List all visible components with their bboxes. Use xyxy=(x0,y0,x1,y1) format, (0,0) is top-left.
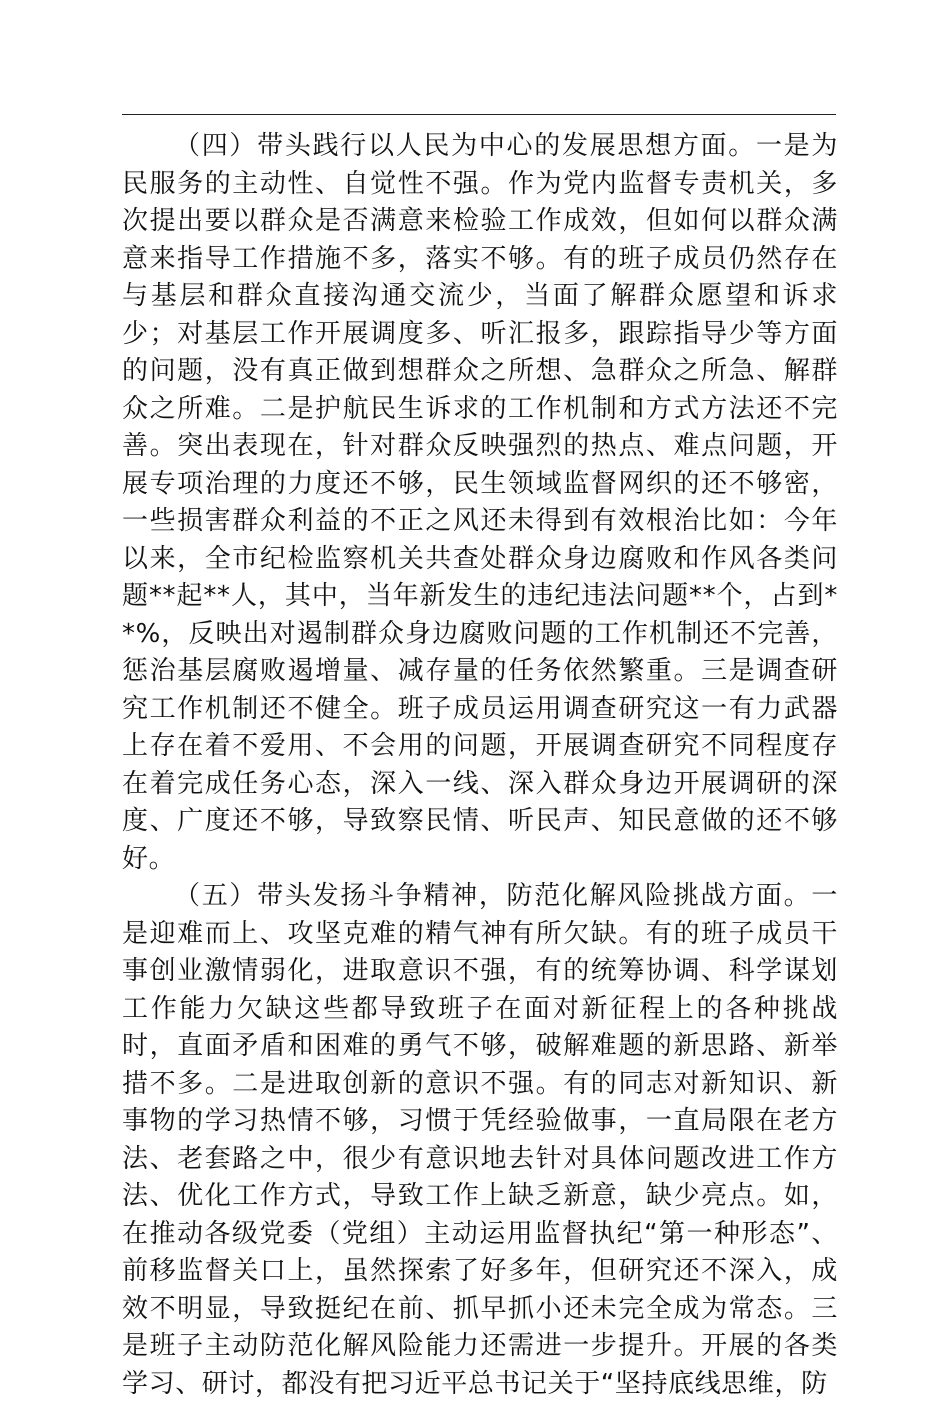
header-rule xyxy=(122,114,836,115)
document-body xyxy=(122,128,838,1403)
paragraph-section-4: （四）带头践行以人民为中心的发展思想方面。一是为民服务的主动性、自觉性不强。作为党内监督专责机关，多次提出要以群众是否满意来检验工作成效，但如何以群众满意来指导工作措施不多，落实不够。有的班子成员仍然存在与基层和群众直接沟通交流少，当面了解群众愿望和诉求少；对基层工作开展调度多、听汇报多，跟踪指导少等方面的问题，没有真正做到想群众之所想、急群众之所急、解群众之所难。二是护航民生诉求的工作机制和方式方法还不完善。突出表现在，针对群众反映强烈的热点、难点问题，开展专项治理的力度还不够，民生领域监督网织的还不够密，一些损害群众利益的不正之风还未得到有效根治比如：今年以来，全市纪检监察机关共查处群众身边腐败和作风各类问题**起**人，其中，当年新发生的违纪违法问题**个，占到**%，反映出对遏制群众身边腐败问题的工作机制还不完善，惩治基层腐败遏增量、减存量的任务依然繁重。三是调查研究工作机制还不健全。班子成员运用调查研究这一有力武器上存在着不爱用、不会用的问题，开展调查研究不同程度存在着完成任务心态，深入一线、深入群众身边开展调研的深度、广度还不够，导致察民情、听民声、知民意做的还不够好。 xyxy=(122,131,838,874)
paragraph-section-5: （五）带头发扬斗争精神，防范化解风险挑战方面。一是迎难而上、攻坚克难的精气神有所欠缺。有的班子成员干事创业激情弱化，进取意识不强，有的统筹协调、科学谋划工作能力欠缺这些都导致班子在面对新征程上的各种挑战时，直面矛盾和困难的勇气不够，破解难题的新思路、新举措不多。二是进取创新的意识不强。有的同志对新知识、新事物的学习热情不够，习惯于凭经验做事，一直局限在老方法、老套路之中，很少有意识地去针对具体问题改进工作方法、优化工作方式，导致工作上缺乏新意，缺少亮点。如，在推动各级党委（党组）主动运用监督执纪“第一种形态”、前移监督关口上，虽然探索了好多年，但研究还不深入，成效不明显，导致挺纪在前、抓早抓小还未完全成为常态。三是班子主动防范化解风险能力还需进一步提升。开展的各类学习、研讨，都没有把习近平总书记关于“坚持底线思维，防 xyxy=(122,881,838,1399)
